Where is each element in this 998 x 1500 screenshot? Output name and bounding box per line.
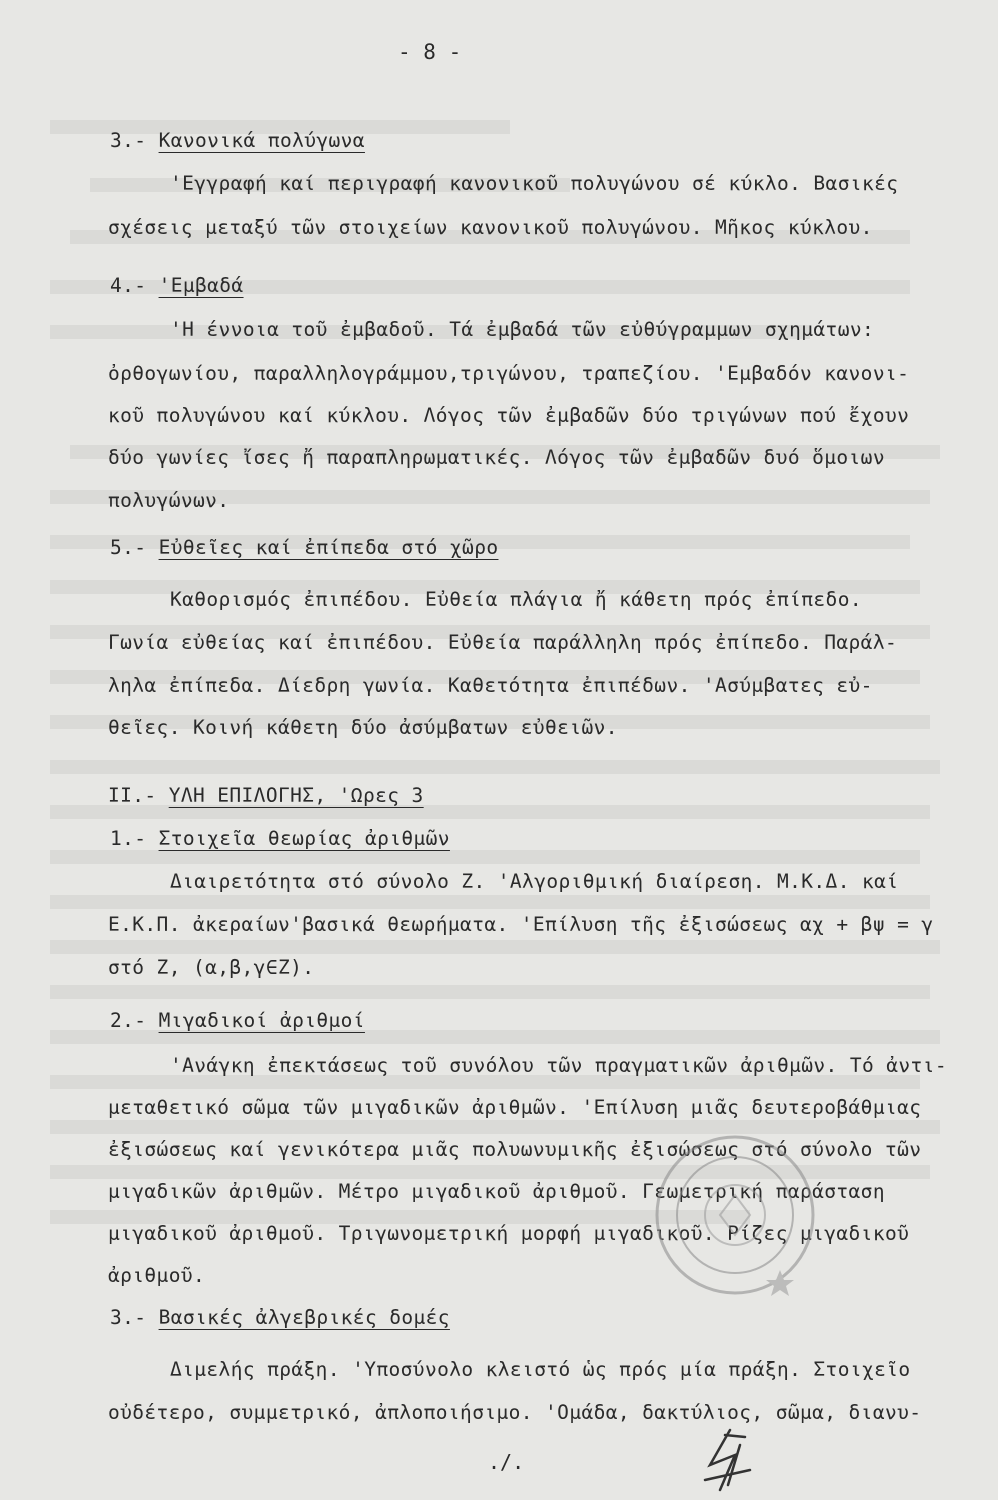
line-text: μιγαδικοῦ ἀριθμοῦ. Τριγωνομετρική μορφή μιγαδικοῦ. Ρίζες μιγαδικοῦ	[108, 1222, 910, 1245]
text-line	[108, 1401, 921, 1424]
text-line	[170, 1358, 911, 1381]
line-text: οὐδέτερο, συμμετρικό, ἀπλοποιήσιμο. 'Ομάδα, δακτύλιος, σῶμα, διανυ-	[108, 1401, 922, 1424]
section-title: Εὐθεῖες καί ἐπίπεδα στό χῶρο	[158, 536, 499, 559]
section-title: Στοιχεῖα θεωρίας ἀριθμῶν	[158, 827, 450, 850]
text-line	[170, 1054, 947, 1077]
text-line	[108, 1264, 205, 1287]
text-line	[108, 404, 909, 427]
signature-icon	[690, 1425, 770, 1495]
line-text: Ε.Κ.Π. ἀκεραίων'βασικά θεωρήματα. 'Επίλυση τῆς ἐξισώσεως αχ + βψ = γ	[108, 913, 934, 936]
line-text: σχέσεις μεταξύ τῶν στοιχείων κανονικοῦ πολυγώνου. Μῆκος κύκλου.	[108, 216, 873, 239]
text-line	[108, 631, 897, 654]
line-text: κοῦ πολυγώνου καί κύκλου. Λόγος τῶν ἐμβαδῶν δύο τριγώνων πού ἔχουν	[108, 404, 910, 427]
line-text: 'Ανάγκη ἐπεκτάσεως τοῦ συνόλου τῶν πραγματικῶν ἀριθμῶν. Τό ἀντι-	[170, 1054, 947, 1077]
section-number: ΙΙ.-	[108, 784, 169, 807]
section-heading	[110, 827, 450, 850]
section-number: 2.-	[110, 1009, 159, 1032]
official-stamp-icon	[650, 1130, 820, 1300]
section-heading	[110, 1306, 450, 1329]
line-text: ἐξισώσεως καί γενικότερα μιᾶς πολυωνυμικῆς ἐξισώσεως στό σύνολο τῶν	[108, 1138, 922, 1161]
page-number: - 8 -	[398, 40, 462, 64]
line-text: θεῖες. Κοινή κάθετη δύο ἀσύμβατων εὐθειῶν.	[108, 716, 618, 739]
section-title: Κανονικά πολύγωνα	[158, 129, 365, 152]
line-text: πολυγώνων.	[108, 489, 230, 512]
section-heading	[110, 274, 244, 297]
line-text: Γωνία εὐθείας καί ἐπιπέδου. Εὐθεία παράλληλη πρός ἐπίπεδο. Παράλ-	[108, 631, 898, 654]
section-number: 5.-	[110, 536, 159, 559]
section-heading	[110, 129, 365, 152]
text-line	[108, 913, 934, 936]
section-heading	[108, 784, 424, 807]
text-line	[170, 318, 874, 341]
line-text: στό Ζ, (α,β,γ∈Ζ).	[108, 956, 315, 979]
text-line	[108, 674, 873, 697]
line-text: Καθορισμός ἐπιπέδου. Εὐθεία πλάγια ἤ κάθετη πρός ἐπίπεδο.	[170, 588, 862, 611]
text-line	[108, 716, 618, 739]
text-line	[170, 172, 898, 195]
continuation-mark: ./.	[488, 1450, 525, 1474]
section-number: 3.-	[110, 1306, 159, 1329]
section-title: 'Εμβαδά	[158, 274, 244, 297]
text-line	[108, 362, 909, 385]
section-number: 3.-	[110, 129, 159, 152]
text-line	[108, 956, 314, 979]
text-line	[170, 588, 862, 611]
section-title: Βασικές ἀλγεβρικές δομές	[158, 1306, 450, 1329]
section-number: 4.-	[110, 274, 159, 297]
line-text: 'Η έννοια τοῦ ἐμβαδοῦ. Τά ἐμβαδά τῶν εὐθύγραμμων σχημάτων:	[170, 318, 875, 341]
text-line	[108, 446, 885, 469]
text-line	[108, 216, 873, 239]
line-text: ληλα ἐπίπεδα. Δίεδρη γωνία. Καθετότητα ἐπιπέδων. 'Ασύμβατες εὐ-	[108, 674, 873, 697]
line-text: 'Εγγραφή καί περιγραφή κανονικοῦ πολυγώνου σέ κύκλο. Βασικές	[170, 172, 899, 195]
line-text: μεταθετικό σῶμα τῶν μιγαδικῶν ἀριθμῶν. 'Επίλυση μιᾶς δευτεροβάθμιας	[108, 1096, 922, 1119]
text-line	[108, 489, 229, 512]
section-heading	[110, 1009, 365, 1032]
text-line	[170, 870, 898, 893]
section-heading	[110, 536, 498, 559]
section-number: 1.-	[110, 827, 159, 850]
line-text: Διαιρετότητα στό σύνολο Ζ. 'Αλγοριθμική διαίρεση. Μ.Κ.Δ. καί	[170, 870, 899, 893]
text-line	[108, 1096, 921, 1119]
section-title: ΥΛΗ ΕΠΙΛΟΓΗΣ, 'Ωρες 3	[168, 784, 424, 807]
line-text: ἀριθμοῦ.	[108, 1264, 206, 1287]
line-text: δύο γωνίες ἴσες ἤ παραπληρωματικές. Λόγος τῶν ἐμβαδῶν δυό ὅμοιων	[108, 446, 885, 469]
line-text: Διμελής πράξη. 'Υποσύνολο κλειστό ὡς πρός μία πράξη. Στοιχεῖο	[170, 1358, 911, 1381]
line-text: ὀρθογωνίου, παραλληλογράμμου,τριγώνου, τραπεζίου. 'Εμβαδόν κανονι-	[108, 362, 910, 385]
line-text: μιγαδικῶν ἀριθμῶν. Μέτρο μιγαδικοῦ ἀριθμοῦ. Γεωμετρική παράσταση	[108, 1180, 885, 1203]
section-title: Μιγαδικοί ἀριθμοί	[158, 1009, 365, 1032]
